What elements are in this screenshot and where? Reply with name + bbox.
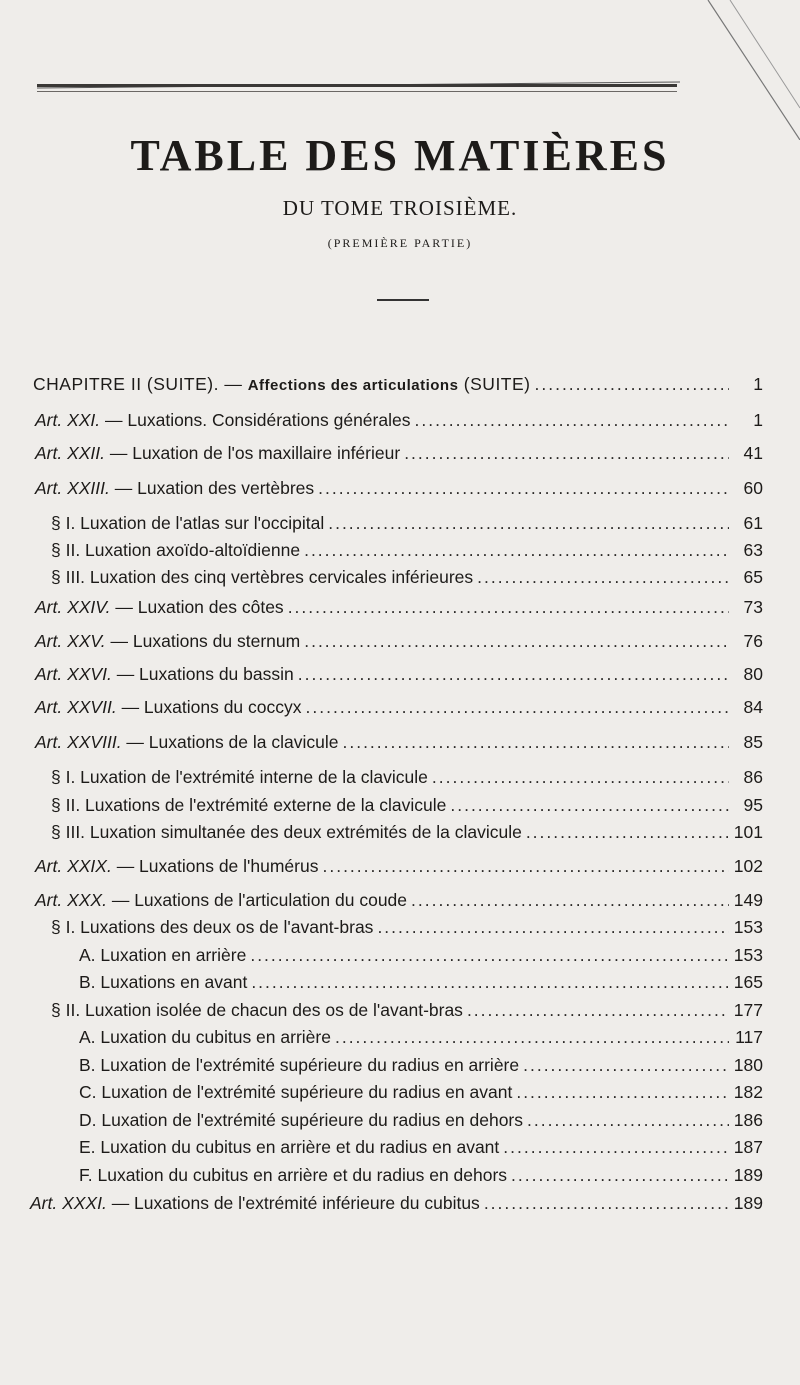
chapter-sep: — [218,374,248,394]
toc-entry [35,631,763,652]
article-number: Art. XXVIII. [35,732,122,752]
dot-leader [335,1027,729,1048]
chapter-suffix: (SUITE) [458,374,531,394]
entry-text: — Luxation des côtes [110,597,284,617]
page-number: 73 [743,597,763,617]
toc-entry [79,1165,763,1186]
toc-entry [35,664,763,685]
entry-text: § I. Luxations des deux os de l'avant-bras [51,917,374,937]
entry-text: § II. Luxation axoïdo-altoïdienne [51,540,301,560]
page-number: 86 [743,767,763,787]
dot-leader [432,767,729,788]
toc-entry [51,567,763,588]
page-number: 189 [733,1193,763,1213]
page-number: 182 [733,1082,763,1102]
toc-entry [35,597,763,618]
page-corner-lines [0,0,800,140]
entry-text: C. Luxation de l'extrémité supérieure du radius en avant [79,1082,513,1102]
dot-leader [322,856,729,877]
chapter-bold: Affections des articulations [247,377,459,394]
page-number: 84 [743,697,763,717]
toc-entry [30,1193,763,1214]
page-title: TABLE DES MATIÈRES [130,131,670,180]
article-number: Art. XXII. [35,443,106,463]
toc-entry [51,540,763,561]
entry-text: § III. Luxation simultanée des deux extrémités de la clavicule [51,822,522,842]
entry-text: § III. Luxation des cinq vertèbres cervicales inférieures [51,567,474,587]
page-number: 117 [735,1027,763,1047]
entry-text: — Luxations du bassin [111,664,294,684]
page-number: 149 [733,890,763,910]
article-number: Art. XXIV. [35,597,111,617]
dot-leader [523,1055,729,1076]
dot-leader [304,631,729,652]
part-label: (PREMIÈRE PARTIE) [327,236,473,250]
page-number: 101 [733,822,763,842]
dot-leader [250,945,729,966]
toc-entry [79,972,763,993]
article-number: Art. XXV. [35,631,106,651]
chapter-heading [33,374,763,395]
toc-entry [51,917,763,938]
entry-text: § II. Luxations de l'extrémité externe de la clavicule [51,795,447,815]
entry-text: — Luxation des vertèbres [109,478,315,498]
page-number: 165 [733,972,763,992]
page-number: 41 [743,443,763,463]
toc-entry [35,856,763,877]
entry-text: A. Luxation en arrière [79,945,247,965]
page-number: 76 [743,631,763,651]
article-number: Art. XXVI. [35,664,112,684]
top-thin-rule [37,91,677,92]
toc-entry [35,697,763,718]
entry-text: § I. Luxation de l'extrémité interne de la clavicule [51,767,428,787]
dot-leader [527,1110,729,1131]
toc-entry [79,1110,763,1131]
dot-leader [298,664,729,685]
entry-text: § II. Luxation isolée de chacun des os de l'avant-bras [51,1000,463,1020]
article-number: Art. XXXI. [30,1193,107,1213]
dot-leader [318,478,729,499]
page-number: 187 [733,1137,763,1157]
toc-entry [79,1055,763,1076]
dot-leader [511,1165,729,1186]
entry-text: — Luxations de l'articulation du coude [106,890,408,910]
entry-text: — Luxations de l'humérus [111,856,319,876]
page-number: 186 [733,1110,763,1130]
page-number: 61 [743,513,763,533]
article-number: Art. XXVII. [35,697,117,717]
dot-leader [251,972,729,993]
chapter-page: 1 [753,374,763,394]
page-number: 1 [753,410,763,430]
page-number: 63 [743,540,763,560]
page-number: 153 [733,917,763,937]
chapter-prefix: CHAPITRE II (SUITE). [33,374,219,394]
entry-text: F. Luxation du cubitus en arrière et du radius en dehors [79,1165,508,1185]
entry-text: B. Luxations en avant [79,972,248,992]
dot-leader [404,443,729,464]
dot-leader [328,513,729,534]
entry-text: — Luxations. Considérations générales [100,410,411,430]
entry-text: E. Luxation du cubitus en arrière et du radius en avant [79,1137,500,1157]
dot-leader [484,1193,729,1214]
entry-text: — Luxations du coccyx [116,697,302,717]
page-number: 189 [733,1165,763,1185]
page-number: 102 [733,856,763,876]
page-number: 65 [743,567,763,587]
dot-leader [411,890,729,911]
dot-leader [516,1082,729,1103]
toc-entry [51,795,763,816]
dot-leader [477,567,729,588]
dot-leader [342,732,729,753]
toc-entry [79,1082,763,1103]
page-number: 60 [743,478,763,498]
toc-entry [35,410,763,431]
toc-entry [51,1000,763,1021]
page-number: 153 [733,945,763,965]
toc-entry [79,1027,763,1048]
toc-entry [35,890,763,911]
dot-leader [467,1000,729,1021]
page-number: 85 [743,732,763,752]
toc-entry [51,513,763,534]
toc-entry [79,1137,763,1158]
article-number: Art. XXI. [35,410,101,430]
page-subtitle: DU TOME TROISIÈME. [282,196,518,220]
top-double-rule [37,84,677,87]
page-number: 80 [743,664,763,684]
toc-entry [35,478,763,499]
entry-text: D. Luxation de l'extrémité supérieure du radius en dehors [79,1110,524,1130]
entry-text: — Luxations du sternum [105,631,301,651]
entry-text: — Luxations de l'extrémité inférieure du cubitus [106,1193,480,1213]
toc-entry [35,443,763,464]
dot-leader [414,410,729,431]
entry-text: B. Luxation de l'extrémité supérieure du radius en arrière [79,1055,520,1075]
dot-leader [288,597,729,618]
dot-leader [535,374,730,395]
dot-leader [304,540,729,561]
entry-text: — Luxation de l'os maxillaire inférieur [105,443,401,463]
dot-leader [377,917,729,938]
separator-dash [377,299,429,301]
entry-text: § I. Luxation de l'atlas sur l'occipital [51,513,325,533]
dot-leader [526,822,729,843]
page-number: 95 [743,795,763,815]
entry-text: — Luxations de la clavicule [121,732,339,752]
article-number: Art. XXIX. [35,856,112,876]
article-number: Art. XXIII. [35,478,110,498]
toc-entry [51,822,763,843]
page-number: 177 [733,1000,763,1020]
dot-leader [450,795,729,816]
entry-text: A. Luxation du cubitus en arrière [79,1027,331,1047]
dot-leader [306,697,729,718]
toc-entry [51,767,763,788]
article-number: Art. XXX. [35,890,107,910]
toc-entry [79,945,763,966]
dot-leader [503,1137,729,1158]
page-number: 180 [733,1055,763,1075]
toc-entry [35,732,763,753]
